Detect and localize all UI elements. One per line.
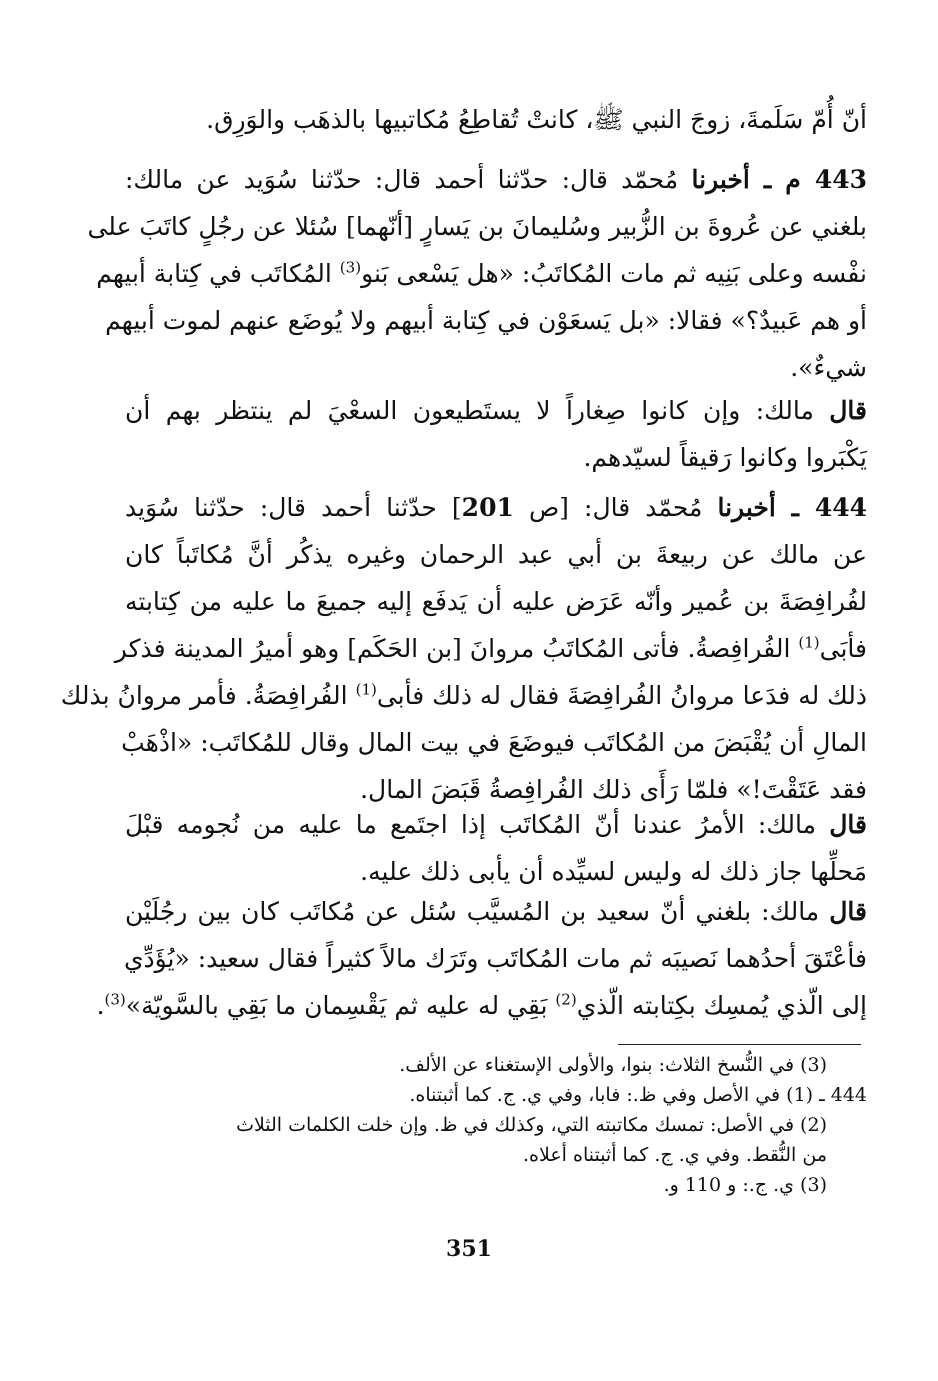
page-number: 351	[446, 1236, 492, 1262]
footnote: (3) ي. ج.: و 110 و.	[663, 1174, 827, 1196]
speaker-label: قال	[829, 810, 867, 839]
text-segment: .	[96, 991, 105, 1020]
footnote-separator	[618, 1044, 861, 1045]
hadith-443	[87, 156, 867, 391]
text-segment: ذلك له فدَعا مروانُ الفُرافِصَةَ فقال له ذلك فأبى	[376, 681, 867, 710]
footnote: 444 ـ (1) في الأصل وفي ظ.: فابا، وفي ي. ج. كما أثبتناه.	[409, 1084, 867, 1106]
text-line: لفُرافِصَةَ بن عُمير وأنّه عَرَض عليه أن يَدفَع إليه جميعَ ما عليه من كِتابته	[125, 587, 867, 616]
footnote-ref: (3)	[104, 990, 126, 1009]
text-line	[96, 982, 867, 1029]
text-line	[125, 156, 867, 203]
text-line	[60, 672, 867, 719]
text-segment: إلى الّذي يُمسِك بكِتابته الّذي	[576, 991, 867, 1020]
text-line: أو هم عَبيدٌ؟» فقالا: «بل يَسعَوْن في كِتابة أبيهم ولا يُوضَع عنهم لموت أبيهم	[105, 306, 867, 335]
text-line: مَحلِّها جاز ذلك له وليس لسيِّده أن يأبى ذلك عليه.	[360, 857, 867, 886]
malik-saying-1	[125, 387, 867, 481]
text-line	[96, 250, 867, 297]
text-segment: نفْسه وعلى بَنِيه ثم مات المُكاتَبُ: «هل يَسْعى بَنو	[361, 259, 867, 288]
text-line: أنّ أُمّ سَلَمةَ، زوجَ النبي ﷺ، كانتْ تُقاطِعُ مُكاتبيها بالذهَب والوَرِق.	[206, 105, 867, 134]
text-line: فقد عَتَقْتَ!» فلمّا رَأَى ذلك الفُرافِصةُ قَبَضَ المال.	[360, 775, 867, 804]
malik-saying-2	[125, 801, 867, 895]
page-reference: 201	[461, 493, 514, 522]
text-line: فأعْتَقَ أحدُهما نَصيبَه ثم مات المُكاتَب وتَرَك مالاً كثيراً فقال سعيد: «يُؤَدِّي	[123, 944, 867, 973]
footnote-ref: (3)	[339, 258, 362, 277]
text-line	[125, 801, 867, 848]
text-line: يَكْبَروا وكانوا رَقيقاً لسيّدهم.	[583, 443, 867, 472]
text-segment: مُحمّد قال: [ص	[528, 493, 703, 522]
paragraph-continuation	[125, 96, 867, 143]
text-line	[114, 625, 867, 672]
speaker-label: قال	[829, 396, 867, 425]
text-segment: مالك: بلغني أنّ سعيد بن المُسيَّب سُئل عن مُكاتَب كان بين رجُلَيْن	[125, 897, 820, 926]
malik-saying-3	[96, 888, 867, 1029]
text-line	[125, 387, 867, 434]
footnote: (2) في الأصل: تمسك مكاتبته التي، وكذلك في ظ. وإن خلت الكلمات الثلاث	[236, 1114, 827, 1136]
text-line: بلغني عن عُروةَ بن الزُّبير وسُليمانَ بن يَسارٍ [أنّهما] سُئلا عن رجُلٍ كاتَبَ على	[87, 212, 867, 241]
footnote-ref: (2)	[555, 990, 577, 1009]
text-line: عن مالك عن ربيعةَ بن أبي عبد الرحمان وغيره يذكُر أنَّ مُكاتَباً كان	[125, 540, 867, 569]
text-line: المالِ أن يُقْبَضَ من المُكاتَب فيوضَعَ في بيت المال وقال للمُكاتَب: «اذْهَبْ	[121, 728, 867, 757]
text-segment: بَقِي له عليه ثم يَقْسِمان ما بَقِي بالسَّويّة»	[125, 991, 548, 1020]
text-segment: مالك: الأمرُ عندنا أنّ المُكاتَب إذا اجتَمع ما عليه من نُجومه قبْلَ	[125, 810, 817, 839]
footnote: من النُّقط. وفي ي. ج. كما أثبتناه أعلاه.	[523, 1144, 827, 1166]
text-segment: الفُرافِصَةُ. فأمر مروانُ بذلك	[60, 681, 348, 710]
text-segment: مُحمّد قال: حدّثنا أحمد قال: حدّثنا سُوَيد عن مالك:	[125, 165, 679, 194]
footnotes	[125, 1050, 867, 1200]
text-segment: فأبَى	[819, 634, 867, 663]
text-segment: المُكاتَب في كِتابة أبيهم	[96, 259, 332, 288]
text-segment: الفُرافِصةُ. فأتى المُكاتَبُ مروانَ [بن الحَكَم] وهو أميرُ المدينة فذكر	[114, 634, 791, 663]
text-line: شيءٌ».	[790, 353, 867, 382]
text-segment: مالك: وإن كانوا صِغاراً لا يستَطيعون السعْيَ لم ينتظر بهم أن	[125, 396, 814, 425]
speaker-label: قال	[829, 897, 867, 926]
text-segment: ] حدّثنا أحمد قال: حدّثنا سُوَيد	[125, 493, 462, 522]
footnote-ref: (1)	[798, 633, 820, 652]
hadith-444	[60, 484, 867, 813]
footnote-ref: (1)	[355, 680, 377, 699]
text-line	[125, 484, 867, 531]
hadith-number: 443 م ـ أخبرنا	[691, 165, 867, 194]
hadith-number: 444 ـ أخبرنا	[717, 493, 867, 522]
footnote: (3) في النُّسخ الثلاث: بنوا، والأولى الإستغناء عن الألف.	[399, 1054, 827, 1076]
text-line	[125, 888, 867, 935]
